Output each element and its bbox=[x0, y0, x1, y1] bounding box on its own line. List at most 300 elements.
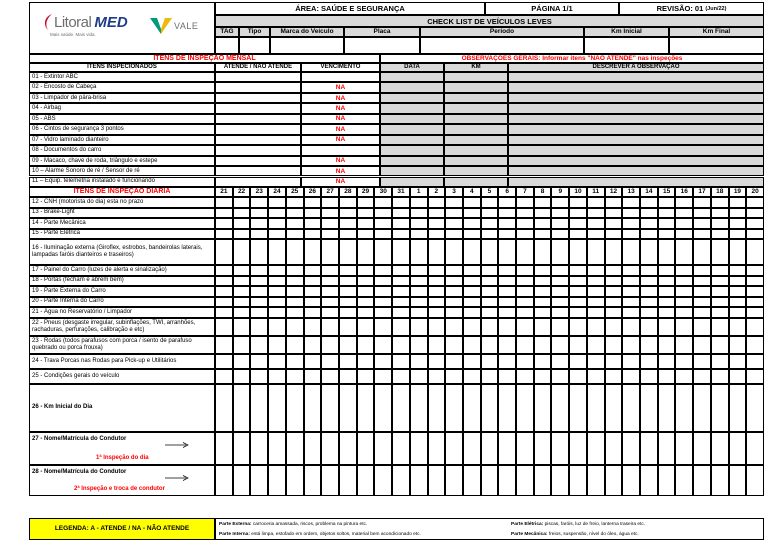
daily-check-cell[interactable] bbox=[445, 307, 463, 318]
daily-check-cell[interactable] bbox=[215, 354, 233, 369]
daily-check-cell[interactable] bbox=[428, 208, 446, 219]
daily-check-cell[interactable] bbox=[693, 218, 711, 229]
daily-check-cell[interactable] bbox=[392, 239, 410, 265]
daily-check-cell[interactable] bbox=[321, 336, 339, 354]
daily-check-cell[interactable] bbox=[463, 208, 481, 219]
daily-check-cell[interactable] bbox=[481, 384, 499, 432]
daily-check-cell[interactable] bbox=[569, 307, 587, 318]
daily-check-cell[interactable] bbox=[357, 197, 375, 208]
daily-check-cell[interactable] bbox=[339, 208, 357, 219]
daily-check-cell[interactable] bbox=[286, 265, 304, 276]
daily-check-cell[interactable] bbox=[286, 384, 304, 432]
daily-check-cell[interactable] bbox=[215, 465, 233, 496]
expiry-cell[interactable]: NA bbox=[301, 114, 380, 124]
daily-check-cell[interactable] bbox=[605, 229, 623, 240]
daily-check-cell[interactable] bbox=[357, 432, 375, 465]
daily-check-cell[interactable] bbox=[233, 297, 251, 308]
daily-check-cell[interactable] bbox=[569, 384, 587, 432]
daily-check-cell[interactable] bbox=[693, 354, 711, 369]
daily-check-cell[interactable] bbox=[286, 229, 304, 240]
daily-check-cell[interactable] bbox=[304, 239, 322, 265]
daily-check-cell[interactable] bbox=[640, 229, 658, 240]
daily-check-cell[interactable] bbox=[374, 369, 392, 384]
daily-check-cell[interactable] bbox=[339, 318, 357, 336]
daily-check-cell[interactable] bbox=[481, 286, 499, 297]
daily-check-cell[interactable] bbox=[605, 465, 623, 496]
daily-check-cell[interactable] bbox=[605, 354, 623, 369]
daily-check-cell[interactable] bbox=[428, 229, 446, 240]
daily-check-cell[interactable] bbox=[675, 208, 693, 219]
daily-check-cell[interactable] bbox=[233, 432, 251, 465]
daily-check-cell[interactable] bbox=[428, 197, 446, 208]
daily-check-cell[interactable] bbox=[304, 369, 322, 384]
daily-check-cell[interactable] bbox=[516, 197, 534, 208]
obs-desc-cell[interactable] bbox=[508, 135, 764, 145]
daily-check-cell[interactable] bbox=[569, 369, 587, 384]
daily-check-cell[interactable] bbox=[233, 354, 251, 369]
daily-check-cell[interactable] bbox=[711, 384, 729, 432]
daily-check-cell[interactable] bbox=[339, 276, 357, 287]
daily-check-cell[interactable] bbox=[445, 197, 463, 208]
daily-check-cell[interactable] bbox=[729, 276, 747, 287]
daily-check-cell[interactable] bbox=[357, 336, 375, 354]
daily-check-cell[interactable] bbox=[445, 276, 463, 287]
daily-check-cell[interactable] bbox=[463, 354, 481, 369]
daily-check-cell[interactable] bbox=[711, 208, 729, 219]
daily-check-cell[interactable] bbox=[498, 336, 516, 354]
daily-check-cell[interactable] bbox=[640, 307, 658, 318]
daily-check-cell[interactable] bbox=[286, 432, 304, 465]
daily-check-cell[interactable] bbox=[551, 218, 569, 229]
daily-check-cell[interactable] bbox=[675, 276, 693, 287]
obs-km-cell[interactable] bbox=[444, 72, 508, 82]
obs-desc-cell[interactable] bbox=[508, 145, 764, 155]
daily-check-cell[interactable] bbox=[357, 286, 375, 297]
obs-date-cell[interactable] bbox=[380, 103, 444, 113]
daily-check-cell[interactable] bbox=[286, 318, 304, 336]
daily-check-cell[interactable] bbox=[339, 384, 357, 432]
daily-check-cell[interactable] bbox=[587, 276, 605, 287]
daily-check-cell[interactable] bbox=[374, 276, 392, 287]
expiry-cell[interactable]: NA bbox=[301, 156, 380, 166]
daily-check-cell[interactable] bbox=[410, 208, 428, 219]
daily-check-cell[interactable] bbox=[551, 354, 569, 369]
daily-check-cell[interactable] bbox=[481, 229, 499, 240]
daily-check-cell[interactable] bbox=[215, 432, 233, 465]
daily-check-cell[interactable] bbox=[711, 465, 729, 496]
daily-check-cell[interactable] bbox=[587, 208, 605, 219]
daily-check-cell[interactable] bbox=[268, 197, 286, 208]
daily-check-cell[interactable] bbox=[516, 307, 534, 318]
daily-check-cell[interactable] bbox=[693, 239, 711, 265]
daily-check-cell[interactable] bbox=[516, 432, 534, 465]
daily-check-cell[interactable] bbox=[711, 336, 729, 354]
daily-check-cell[interactable] bbox=[428, 336, 446, 354]
daily-check-cell[interactable] bbox=[481, 307, 499, 318]
daily-check-cell[interactable] bbox=[428, 276, 446, 287]
vehicle-input-cell[interactable] bbox=[239, 37, 270, 54]
daily-check-cell[interactable] bbox=[321, 318, 339, 336]
daily-check-cell[interactable] bbox=[516, 239, 534, 265]
meets-cell[interactable] bbox=[215, 177, 301, 187]
daily-check-cell[interactable] bbox=[729, 218, 747, 229]
daily-check-cell[interactable] bbox=[605, 276, 623, 287]
daily-check-cell[interactable] bbox=[658, 369, 676, 384]
daily-check-cell[interactable] bbox=[658, 432, 676, 465]
daily-check-cell[interactable] bbox=[640, 208, 658, 219]
daily-check-cell[interactable] bbox=[339, 336, 357, 354]
daily-check-cell[interactable] bbox=[746, 265, 764, 276]
daily-check-cell[interactable] bbox=[658, 208, 676, 219]
daily-check-cell[interactable] bbox=[587, 354, 605, 369]
daily-check-cell[interactable] bbox=[286, 369, 304, 384]
daily-check-cell[interactable] bbox=[711, 197, 729, 208]
daily-check-cell[interactable] bbox=[658, 384, 676, 432]
daily-check-cell[interactable] bbox=[410, 336, 428, 354]
daily-check-cell[interactable] bbox=[622, 239, 640, 265]
daily-check-cell[interactable] bbox=[569, 336, 587, 354]
daily-check-cell[interactable] bbox=[445, 432, 463, 465]
daily-check-cell[interactable] bbox=[286, 336, 304, 354]
daily-check-cell[interactable] bbox=[339, 465, 357, 496]
daily-check-cell[interactable] bbox=[392, 218, 410, 229]
daily-check-cell[interactable] bbox=[250, 239, 268, 265]
daily-check-cell[interactable] bbox=[551, 297, 569, 308]
daily-check-cell[interactable] bbox=[622, 229, 640, 240]
daily-check-cell[interactable] bbox=[233, 229, 251, 240]
daily-check-cell[interactable] bbox=[640, 265, 658, 276]
daily-check-cell[interactable] bbox=[729, 432, 747, 465]
daily-check-cell[interactable] bbox=[675, 197, 693, 208]
daily-check-cell[interactable] bbox=[658, 354, 676, 369]
daily-check-cell[interactable] bbox=[357, 465, 375, 496]
daily-check-cell[interactable] bbox=[286, 286, 304, 297]
daily-check-cell[interactable] bbox=[339, 369, 357, 384]
daily-check-cell[interactable] bbox=[321, 354, 339, 369]
daily-check-cell[interactable] bbox=[410, 239, 428, 265]
meets-cell[interactable] bbox=[215, 93, 301, 103]
daily-check-cell[interactable] bbox=[286, 218, 304, 229]
daily-check-cell[interactable] bbox=[215, 197, 233, 208]
daily-check-cell[interactable] bbox=[286, 197, 304, 208]
daily-check-cell[interactable] bbox=[640, 354, 658, 369]
daily-check-cell[interactable] bbox=[250, 208, 268, 219]
daily-check-cell[interactable] bbox=[516, 286, 534, 297]
daily-check-cell[interactable] bbox=[215, 218, 233, 229]
daily-check-cell[interactable] bbox=[463, 239, 481, 265]
daily-check-cell[interactable] bbox=[339, 286, 357, 297]
daily-check-cell[interactable] bbox=[729, 465, 747, 496]
daily-check-cell[interactable] bbox=[392, 384, 410, 432]
daily-check-cell[interactable] bbox=[746, 336, 764, 354]
daily-check-cell[interactable] bbox=[622, 384, 640, 432]
daily-check-cell[interactable] bbox=[463, 276, 481, 287]
daily-check-cell[interactable] bbox=[215, 384, 233, 432]
daily-check-cell[interactable] bbox=[250, 229, 268, 240]
daily-check-cell[interactable] bbox=[534, 218, 552, 229]
daily-check-cell[interactable] bbox=[392, 318, 410, 336]
obs-desc-cell[interactable] bbox=[508, 82, 764, 92]
daily-check-cell[interactable] bbox=[321, 432, 339, 465]
daily-check-cell[interactable] bbox=[675, 465, 693, 496]
obs-km-cell[interactable] bbox=[444, 93, 508, 103]
daily-check-cell[interactable] bbox=[304, 208, 322, 219]
daily-check-cell[interactable] bbox=[445, 265, 463, 276]
daily-check-cell[interactable] bbox=[605, 208, 623, 219]
daily-check-cell[interactable] bbox=[481, 336, 499, 354]
daily-check-cell[interactable] bbox=[746, 297, 764, 308]
daily-check-cell[interactable] bbox=[268, 218, 286, 229]
obs-km-cell[interactable] bbox=[444, 114, 508, 124]
daily-check-cell[interactable] bbox=[534, 229, 552, 240]
daily-check-cell[interactable] bbox=[551, 239, 569, 265]
daily-check-cell[interactable] bbox=[339, 354, 357, 369]
daily-check-cell[interactable] bbox=[304, 318, 322, 336]
daily-check-cell[interactable] bbox=[605, 218, 623, 229]
expiry-cell[interactable]: NA bbox=[301, 166, 380, 176]
daily-check-cell[interactable] bbox=[304, 354, 322, 369]
daily-check-cell[interactable] bbox=[233, 265, 251, 276]
daily-check-cell[interactable] bbox=[693, 208, 711, 219]
daily-check-cell[interactable] bbox=[693, 432, 711, 465]
daily-check-cell[interactable] bbox=[410, 354, 428, 369]
daily-check-cell[interactable] bbox=[622, 208, 640, 219]
daily-check-cell[interactable] bbox=[675, 318, 693, 336]
daily-check-cell[interactable] bbox=[746, 318, 764, 336]
daily-check-cell[interactable] bbox=[321, 265, 339, 276]
daily-check-cell[interactable] bbox=[569, 265, 587, 276]
daily-check-cell[interactable] bbox=[587, 307, 605, 318]
daily-check-cell[interactable] bbox=[622, 218, 640, 229]
vehicle-input-cell[interactable] bbox=[270, 37, 344, 54]
daily-check-cell[interactable] bbox=[428, 239, 446, 265]
daily-check-cell[interactable] bbox=[481, 465, 499, 496]
daily-check-cell[interactable] bbox=[640, 218, 658, 229]
daily-check-cell[interactable] bbox=[304, 197, 322, 208]
daily-check-cell[interactable] bbox=[268, 276, 286, 287]
daily-check-cell[interactable] bbox=[250, 297, 268, 308]
daily-check-cell[interactable] bbox=[233, 208, 251, 219]
daily-check-cell[interactable] bbox=[215, 276, 233, 287]
daily-check-cell[interactable] bbox=[428, 297, 446, 308]
daily-check-cell[interactable] bbox=[729, 384, 747, 432]
daily-check-cell[interactable] bbox=[268, 465, 286, 496]
daily-check-cell[interactable] bbox=[551, 307, 569, 318]
daily-check-cell[interactable] bbox=[640, 318, 658, 336]
daily-check-cell[interactable] bbox=[498, 465, 516, 496]
daily-check-cell[interactable] bbox=[268, 369, 286, 384]
daily-check-cell[interactable] bbox=[498, 276, 516, 287]
daily-check-cell[interactable] bbox=[729, 208, 747, 219]
daily-check-cell[interactable] bbox=[463, 465, 481, 496]
daily-check-cell[interactable] bbox=[463, 307, 481, 318]
daily-check-cell[interactable] bbox=[622, 318, 640, 336]
daily-check-cell[interactable] bbox=[215, 265, 233, 276]
daily-check-cell[interactable] bbox=[640, 297, 658, 308]
daily-check-cell[interactable] bbox=[569, 297, 587, 308]
daily-check-cell[interactable] bbox=[534, 276, 552, 287]
daily-check-cell[interactable] bbox=[587, 465, 605, 496]
daily-check-cell[interactable] bbox=[463, 218, 481, 229]
daily-check-cell[interactable] bbox=[428, 432, 446, 465]
daily-check-cell[interactable] bbox=[374, 208, 392, 219]
daily-check-cell[interactable] bbox=[392, 465, 410, 496]
daily-check-cell[interactable] bbox=[215, 208, 233, 219]
daily-check-cell[interactable] bbox=[233, 369, 251, 384]
daily-check-cell[interactable] bbox=[410, 218, 428, 229]
daily-check-cell[interactable] bbox=[622, 432, 640, 465]
daily-check-cell[interactable] bbox=[622, 265, 640, 276]
daily-check-cell[interactable] bbox=[410, 384, 428, 432]
daily-check-cell[interactable] bbox=[729, 336, 747, 354]
daily-check-cell[interactable] bbox=[463, 265, 481, 276]
daily-check-cell[interactable] bbox=[233, 197, 251, 208]
daily-check-cell[interactable] bbox=[569, 229, 587, 240]
daily-check-cell[interactable] bbox=[250, 307, 268, 318]
vehicle-input-cell[interactable] bbox=[215, 37, 239, 54]
daily-check-cell[interactable] bbox=[587, 369, 605, 384]
daily-check-cell[interactable] bbox=[445, 218, 463, 229]
daily-check-cell[interactable] bbox=[746, 465, 764, 496]
daily-check-cell[interactable] bbox=[374, 229, 392, 240]
daily-check-cell[interactable] bbox=[215, 369, 233, 384]
expiry-cell[interactable] bbox=[301, 72, 380, 82]
daily-check-cell[interactable] bbox=[392, 229, 410, 240]
daily-check-cell[interactable] bbox=[215, 297, 233, 308]
daily-check-cell[interactable] bbox=[445, 297, 463, 308]
daily-check-cell[interactable] bbox=[622, 369, 640, 384]
daily-check-cell[interactable] bbox=[392, 286, 410, 297]
daily-check-cell[interactable] bbox=[622, 336, 640, 354]
obs-km-cell[interactable] bbox=[444, 124, 508, 134]
daily-check-cell[interactable] bbox=[250, 354, 268, 369]
daily-check-cell[interactable] bbox=[622, 286, 640, 297]
daily-check-cell[interactable] bbox=[410, 286, 428, 297]
daily-check-cell[interactable] bbox=[551, 465, 569, 496]
meets-cell[interactable] bbox=[215, 114, 301, 124]
daily-check-cell[interactable] bbox=[622, 276, 640, 287]
obs-date-cell[interactable] bbox=[380, 135, 444, 145]
daily-check-cell[interactable] bbox=[428, 465, 446, 496]
daily-check-cell[interactable] bbox=[445, 465, 463, 496]
obs-date-cell[interactable] bbox=[380, 166, 444, 176]
daily-check-cell[interactable] bbox=[215, 307, 233, 318]
daily-check-cell[interactable] bbox=[233, 307, 251, 318]
daily-check-cell[interactable] bbox=[215, 286, 233, 297]
daily-check-cell[interactable] bbox=[693, 197, 711, 208]
daily-check-cell[interactable] bbox=[746, 384, 764, 432]
daily-check-cell[interactable] bbox=[516, 465, 534, 496]
daily-check-cell[interactable] bbox=[392, 197, 410, 208]
daily-check-cell[interactable] bbox=[498, 239, 516, 265]
daily-check-cell[interactable] bbox=[746, 369, 764, 384]
obs-desc-cell[interactable] bbox=[508, 124, 764, 134]
daily-check-cell[interactable] bbox=[693, 276, 711, 287]
daily-check-cell[interactable] bbox=[746, 307, 764, 318]
daily-check-cell[interactable] bbox=[321, 286, 339, 297]
daily-check-cell[interactable] bbox=[392, 432, 410, 465]
daily-check-cell[interactable] bbox=[640, 286, 658, 297]
daily-check-cell[interactable] bbox=[304, 307, 322, 318]
daily-check-cell[interactable] bbox=[587, 286, 605, 297]
daily-check-cell[interactable] bbox=[675, 354, 693, 369]
daily-check-cell[interactable] bbox=[321, 307, 339, 318]
daily-check-cell[interactable] bbox=[286, 354, 304, 369]
daily-check-cell[interactable] bbox=[587, 265, 605, 276]
expiry-cell[interactable]: NA bbox=[301, 93, 380, 103]
daily-check-cell[interactable] bbox=[516, 218, 534, 229]
obs-date-cell[interactable] bbox=[380, 72, 444, 82]
meets-cell[interactable] bbox=[215, 166, 301, 176]
daily-check-cell[interactable] bbox=[711, 265, 729, 276]
daily-check-cell[interactable] bbox=[498, 286, 516, 297]
daily-check-cell[interactable] bbox=[410, 465, 428, 496]
obs-date-cell[interactable] bbox=[380, 124, 444, 134]
daily-check-cell[interactable] bbox=[551, 276, 569, 287]
daily-check-cell[interactable] bbox=[215, 318, 233, 336]
daily-check-cell[interactable] bbox=[339, 239, 357, 265]
daily-check-cell[interactable] bbox=[498, 318, 516, 336]
daily-check-cell[interactable] bbox=[374, 384, 392, 432]
daily-check-cell[interactable] bbox=[675, 218, 693, 229]
daily-check-cell[interactable] bbox=[304, 384, 322, 432]
daily-check-cell[interactable] bbox=[321, 369, 339, 384]
daily-check-cell[interactable] bbox=[658, 307, 676, 318]
daily-check-cell[interactable] bbox=[321, 276, 339, 287]
daily-check-cell[interactable] bbox=[268, 297, 286, 308]
daily-check-cell[interactable] bbox=[534, 354, 552, 369]
daily-check-cell[interactable] bbox=[729, 229, 747, 240]
daily-check-cell[interactable] bbox=[711, 369, 729, 384]
daily-check-cell[interactable] bbox=[463, 297, 481, 308]
daily-check-cell[interactable] bbox=[250, 197, 268, 208]
daily-check-cell[interactable] bbox=[693, 229, 711, 240]
daily-check-cell[interactable] bbox=[498, 432, 516, 465]
daily-check-cell[interactable] bbox=[445, 229, 463, 240]
meets-cell[interactable] bbox=[215, 72, 301, 82]
daily-check-cell[interactable] bbox=[569, 354, 587, 369]
meets-cell[interactable] bbox=[215, 103, 301, 113]
daily-check-cell[interactable] bbox=[357, 297, 375, 308]
daily-check-cell[interactable] bbox=[534, 369, 552, 384]
daily-check-cell[interactable] bbox=[374, 197, 392, 208]
daily-check-cell[interactable] bbox=[233, 465, 251, 496]
daily-check-cell[interactable] bbox=[569, 208, 587, 219]
daily-check-cell[interactable] bbox=[410, 229, 428, 240]
daily-check-cell[interactable] bbox=[622, 354, 640, 369]
daily-check-cell[interactable] bbox=[392, 369, 410, 384]
daily-check-cell[interactable] bbox=[268, 307, 286, 318]
daily-check-cell[interactable] bbox=[658, 197, 676, 208]
daily-check-cell[interactable] bbox=[569, 286, 587, 297]
daily-check-cell[interactable] bbox=[516, 318, 534, 336]
daily-check-cell[interactable] bbox=[729, 297, 747, 308]
daily-check-cell[interactable] bbox=[658, 465, 676, 496]
daily-check-cell[interactable] bbox=[605, 336, 623, 354]
daily-check-cell[interactable] bbox=[569, 318, 587, 336]
daily-check-cell[interactable] bbox=[587, 384, 605, 432]
daily-check-cell[interactable] bbox=[498, 369, 516, 384]
daily-check-cell[interactable] bbox=[410, 318, 428, 336]
daily-check-cell[interactable] bbox=[605, 369, 623, 384]
daily-check-cell[interactable] bbox=[304, 276, 322, 287]
daily-check-cell[interactable] bbox=[321, 218, 339, 229]
daily-check-cell[interactable] bbox=[481, 208, 499, 219]
daily-check-cell[interactable] bbox=[693, 307, 711, 318]
daily-check-cell[interactable] bbox=[640, 197, 658, 208]
daily-check-cell[interactable] bbox=[392, 354, 410, 369]
daily-check-cell[interactable] bbox=[463, 369, 481, 384]
